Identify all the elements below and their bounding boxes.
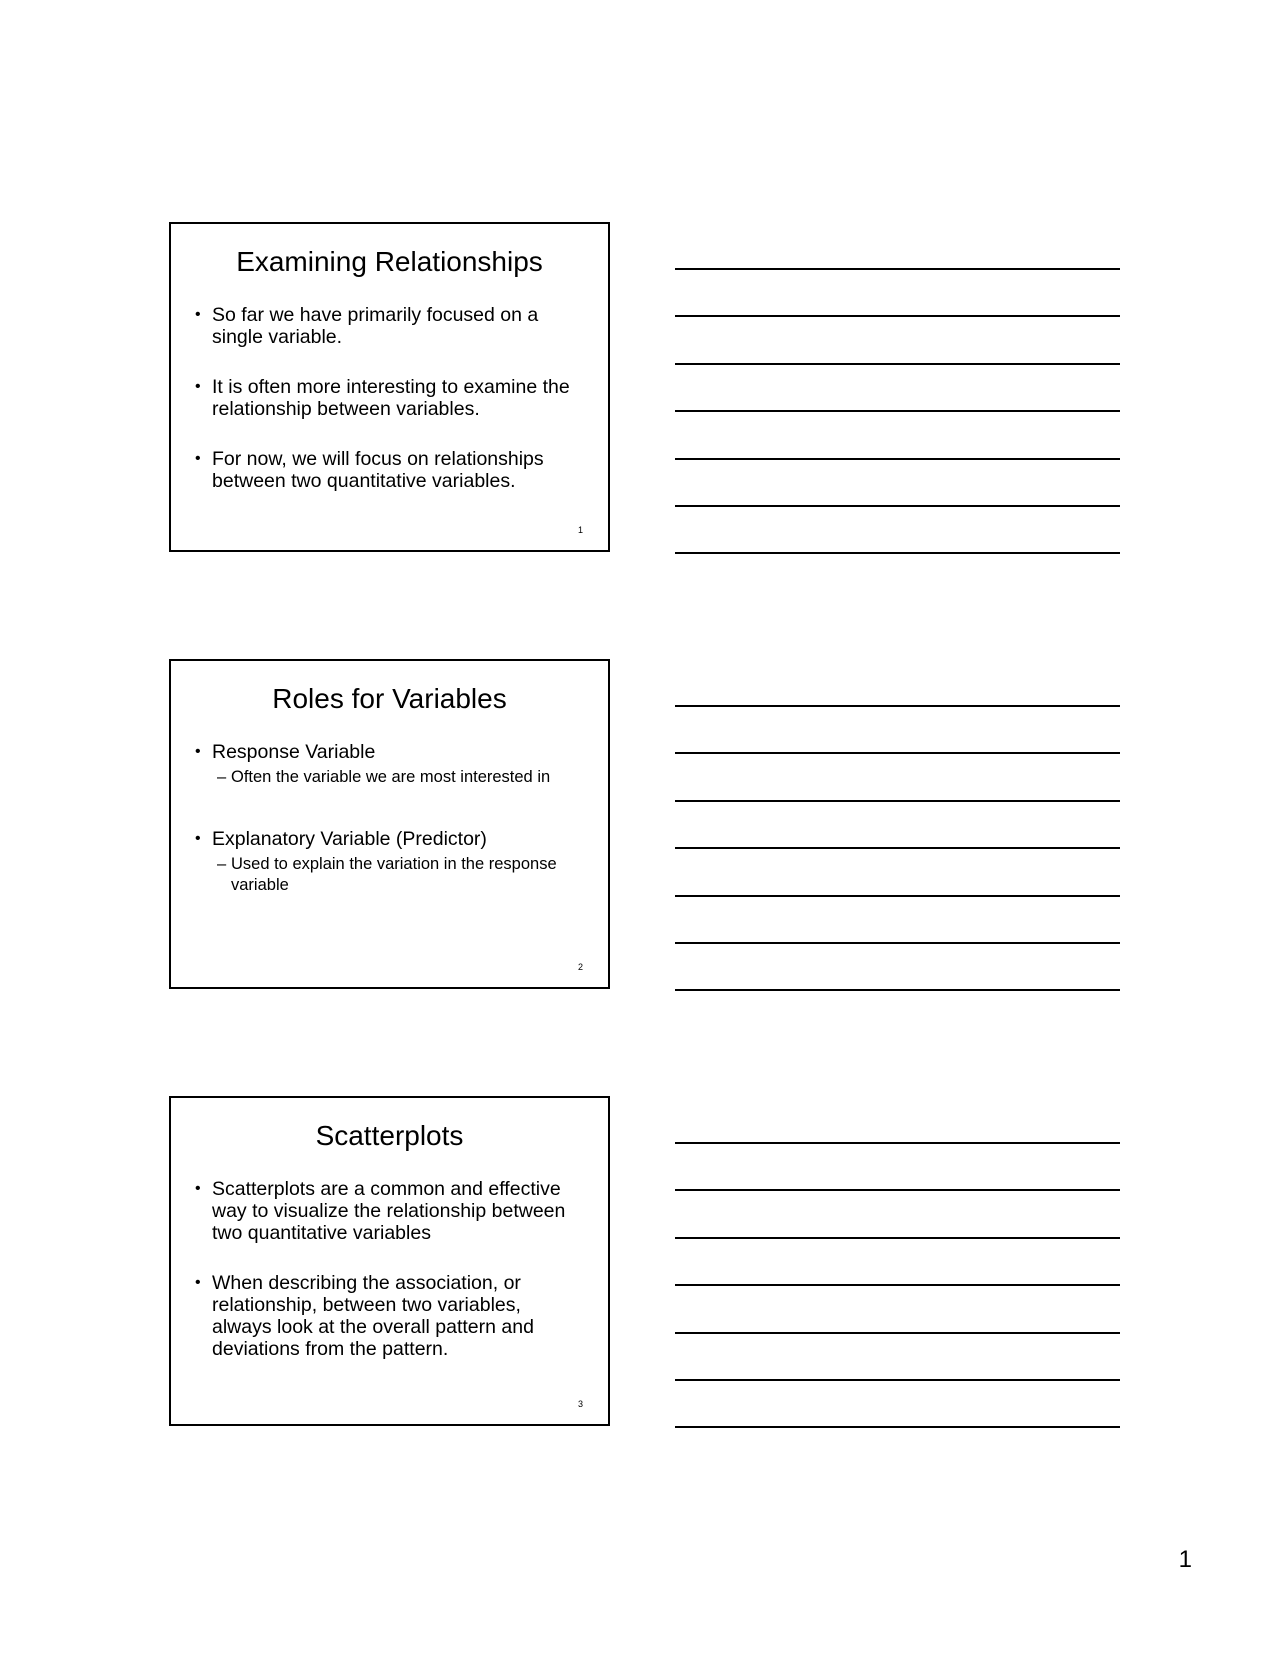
note-line: [675, 552, 1120, 554]
slide-number: 1: [577, 525, 583, 535]
note-line: [675, 1142, 1120, 1144]
slide-body: [195, 304, 584, 492]
bullet-item: • Scatterplots are a common and effective way to visualize the relationship between two quantitative variables: [195, 1178, 584, 1244]
note-line: [675, 800, 1120, 802]
note-line: [675, 505, 1120, 507]
slide-2: [169, 659, 610, 989]
sub-bullet-text: Often the variable we are most interested in: [231, 768, 551, 786]
note-line: [675, 1189, 1120, 1191]
slide-body: [195, 1178, 584, 1360]
bullet-item: • For now, we will focus on relationships between two quantitative variables.: [195, 448, 584, 492]
page-number: 1: [1178, 1546, 1192, 1573]
sub-bullet-item: [195, 767, 584, 788]
note-line: [675, 268, 1120, 270]
dash-marker: –: [217, 768, 227, 786]
note-line: [675, 895, 1120, 897]
sub-bullet-item: [195, 854, 584, 896]
bullet-item: • It is often more interesting to examine the relationship between variables.: [195, 376, 584, 420]
note-line: [675, 1426, 1120, 1428]
slide-title: Scatterplots: [315, 1120, 464, 1151]
note-line: [675, 942, 1120, 944]
slide-number: 3: [577, 1399, 583, 1409]
slide-title: Examining Relationships: [236, 246, 543, 277]
bullet-item: • So far we have primarily focused on a single variable.: [195, 304, 584, 348]
bullet-item: • Explanatory Variable (Predictor): [195, 828, 584, 850]
note-line: [675, 989, 1120, 991]
slide-number: 2: [577, 962, 583, 972]
note-line: [675, 1237, 1120, 1239]
note-line: [675, 847, 1120, 849]
note-line: [675, 1332, 1120, 1334]
sub-bullet-text: Used to explain the variation in the response variable: [231, 855, 557, 894]
bullet-item: • Response Variable: [195, 741, 584, 763]
note-line: [675, 752, 1120, 754]
slide-1: [169, 222, 610, 552]
note-line: [675, 363, 1120, 365]
slide-body: [195, 741, 584, 896]
note-line: [675, 315, 1120, 317]
slide-title: Roles for Variables: [272, 683, 507, 714]
bullet-item: • When describing the association, or relationship, between two variables, always look at the overall pattern and deviations from the pattern.: [195, 1272, 584, 1360]
note-line: [675, 1284, 1120, 1286]
note-line: [675, 1379, 1120, 1381]
slide-3: [169, 1096, 610, 1426]
dash-marker: –: [217, 855, 227, 873]
note-line: [675, 410, 1120, 412]
note-line: [675, 705, 1120, 707]
note-line: [675, 458, 1120, 460]
